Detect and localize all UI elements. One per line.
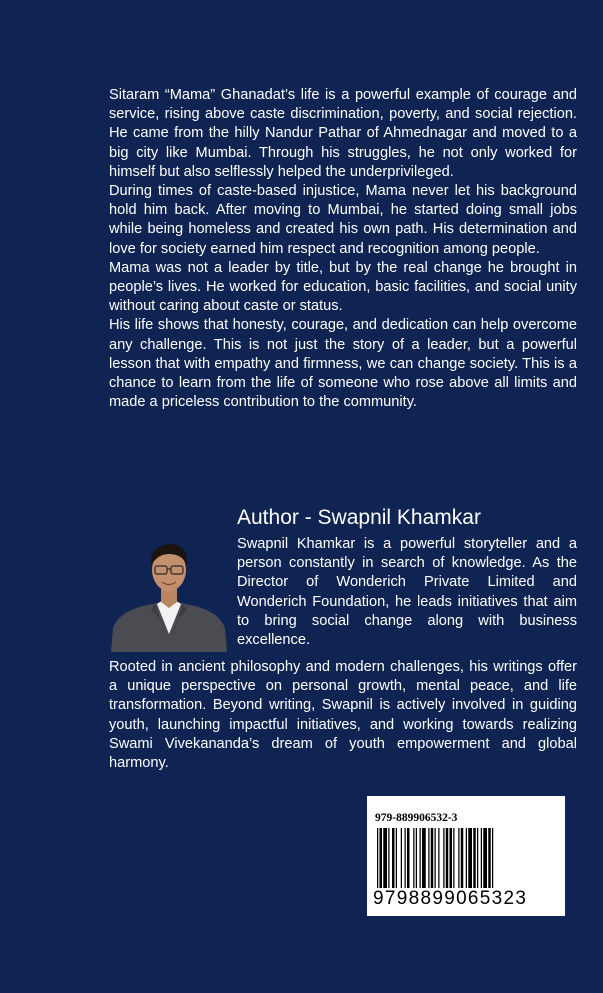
barcode-bars-icon: [373, 828, 561, 892]
blurb-paragraph: During times of caste-based injustice, Mama never let his background hold him back. After moving to Mumbai, he started doing small jobs while being homeless and created his own path. His determination and love for society earned him respect and recognition among people.: [109, 183, 577, 257]
back-cover-blurb: [109, 86, 577, 412]
blurb-paragraph: His life shows that honesty, courage, and dedication can help overcome any challenge. This is not just the story of a leader, but a powerful lesson that with empathy and firmness, we can change society. This is a chance to learn from the life of someone who rose above all limits and made a priceless contribution to the community.: [109, 317, 577, 411]
author-bio-details: Rooted in ancient philosophy and modern challenges, his writings offer a unique perspective on personal growth, mental peace, and life transformation. Beyond writing, Swapnil is actively involved in guiding youth, launching impactful initiatives, and working towards realizing Swami Vivekananda’s dream of youth empowerment and global harmony.: [109, 659, 577, 772]
blurb-paragraph: Mama was not a leader by title, but by the real change he brought in people’s lives. He worked for education, basic facilities, and social unity without caring about caste or status.: [109, 259, 577, 315]
author-bio-intro: Swapnil Khamkar is a powerful storyteller and a person constantly in search of knowledge. As the Director of Wonderich Private Limited and Wonderich Foundation, he leads initiatives that aim to bring social change along with business excellence.: [237, 536, 577, 649]
author-portrait-icon: [109, 530, 229, 652]
author-heading: Author - Swapnil Khamkar: [237, 506, 481, 529]
isbn-barcode: [367, 796, 565, 916]
blurb-paragraph: Sitaram “Mama” Ghanadat’s life is a powerful example of courage and service, rising above caste discrimination, poverty, and social rejection. He came from the hilly Nandur Pathar of Ahmednagar and moved to a big city like Mumbai. Through his struggles, he not only worked for himself but also selflessly helped the underprivileged.: [109, 87, 577, 180]
author-photo: [109, 530, 229, 652]
barcode-digits: 9798899065323: [373, 888, 528, 909]
isbn-number: 979-889906532-3: [375, 812, 458, 824]
